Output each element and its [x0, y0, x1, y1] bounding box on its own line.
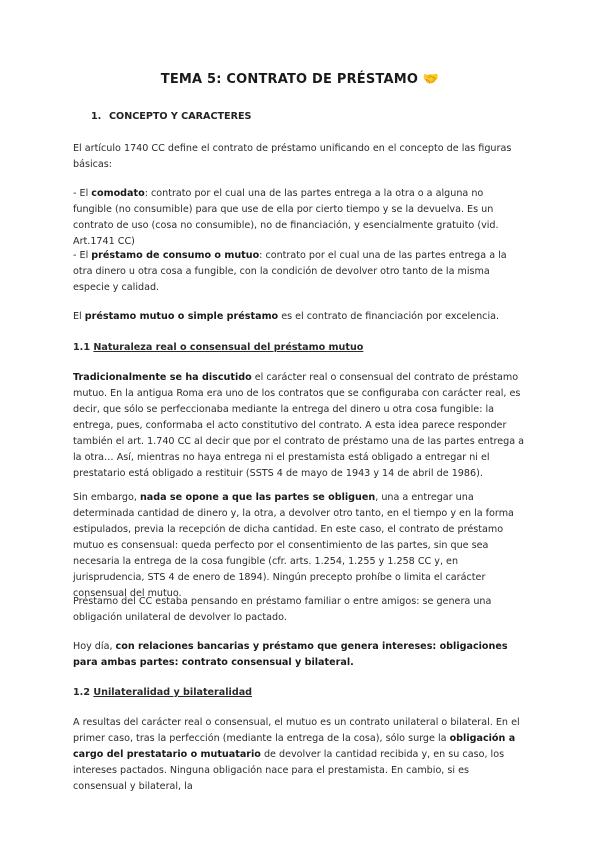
text-run: , una a entregar una determinada cantidad de dinero y, la otra, a devolver otro tanto, en el tiempo y en la forma estipulados, previa la recepción de dicha cantidad. En este caso, el contrato de préstamo mutuo es consensual: queda perfecto por el consentimiento de las partes, sin que sea necesaria la entrega de la cosa fungible (cfr. arts. 1.254, 1.255 y 1.258 CC y, en jurisprudencia, STS 4 de enero de 1894). Ningún precepto prohíbe o limita el carácter consensual del mutuo. — [73, 492, 514, 599]
paragraph-sin-embargo — [73, 490, 525, 602]
text-run: el carácter real o consensual del contrato de préstamo mutuo. En la antigua Roma era uno de los contratos que se configuraba con carácter real, es decir, que sólo se perfeccionaba mediante la entrega del dinero u otra cosa fungible: la entrega, pues, conformaba el acto constitutivo del contrato. A esta idea parece responder también el art. 1.740 CC al decir que por el contrato de préstamo una de las partes entrega a la otra… Así, mientras no haya entrega ni el prestamista está obligado a entregar ni el prestatario está obligado a restituir (SSTS 4 de mayo de 1943 y 14 de abril de 1986). — [73, 372, 525, 479]
title-text: TEMA 5: CONTRATO DE PRÉSTAMO — [160, 72, 419, 87]
text-run: es el contrato de financiación por excelencia. — [278, 311, 500, 322]
bold-term: comodato — [91, 188, 145, 199]
bold-term: préstamo mutuo o simple préstamo — [84, 311, 279, 322]
text-run: A resultas del carácter real o consensual, el mutuo es un contrato unilateral o bilateral. En el primer caso, tras la perfección (mediante la entrega de la cosa), sólo surge la — [73, 717, 520, 744]
text-run: - El — [73, 250, 92, 261]
text-run: Hoy día, — [73, 641, 116, 652]
text-run: Sin embargo, — [73, 492, 140, 503]
paragraph-intro: El artículo 1740 CC define el contrato de préstamo unificando en el concepto de las figuras básicas: — [73, 143, 512, 170]
text-run: : contrato por el cual una de las partes entrega a la otra dinero u otra cosa a fungible, con la condición de devolver otro tanto de la misma especie y calidad. — [73, 250, 507, 293]
text-run: El — [73, 311, 85, 322]
subsection-number: 1.2 — [73, 687, 94, 698]
subsection-heading-1-1 — [73, 340, 525, 356]
paragraph-comodato — [73, 186, 525, 250]
paragraph-mutuo — [73, 248, 525, 296]
subsection-label: Unilateralidad y bilateralidad — [93, 687, 253, 698]
bold-term: con relaciones bancarias y préstamo que genera intereses: obligaciones para ambas partes: contrato consensual y bilateral. — [73, 641, 508, 668]
bold-term: Tradicionalmente se ha discutido — [73, 372, 252, 383]
bold-term: nada se opone a que las partes se obliguen — [139, 492, 376, 503]
paragraph-unilateral — [73, 715, 525, 795]
paragraph-prestamo-cc: Préstamo del CC estaba pensando en préstamo familiar o entre amigos: se genera una obligación unilateral de devolver lo pactado. — [73, 596, 492, 623]
document-title — [0, 72, 600, 87]
text-run: - El — [73, 188, 92, 199]
subsection-label: Naturaleza real o consensual del préstamo mutuo — [93, 342, 364, 353]
subsection-number: 1.1 — [73, 342, 94, 353]
paragraph-hoy-dia — [73, 639, 525, 671]
text-run: : contrato por el cual una de las partes entrega a la otra o a alguna no fungible (no consumible) para que use de ella por cierto tiempo y se la devuelva. Es un contrato de uso (cosa no consumible), no de financiación, y esencialmente gratuito (vid. Art.1741 CC) — [73, 188, 499, 247]
paragraph-tradicional — [73, 370, 525, 482]
paragraph-simple-prestamo — [73, 309, 525, 325]
handshake-icon: 🤝 — [422, 72, 440, 87]
section-number: 1. — [91, 111, 102, 122]
section-label: CONCEPTO Y CARACTERES — [109, 111, 252, 122]
bold-term: préstamo de consumo o mutuo — [91, 250, 260, 261]
text-run: de devolver la cantidad recibida y, en su caso, los intereses pactados. Ninguna obligación nace para el prestamista. En cambio, si es consensual y bilateral, la — [73, 749, 505, 792]
subsection-heading-1-2 — [73, 685, 525, 701]
bold-term: obligación a cargo del prestatario o mutuatario — [73, 733, 516, 760]
section-heading — [91, 111, 251, 122]
